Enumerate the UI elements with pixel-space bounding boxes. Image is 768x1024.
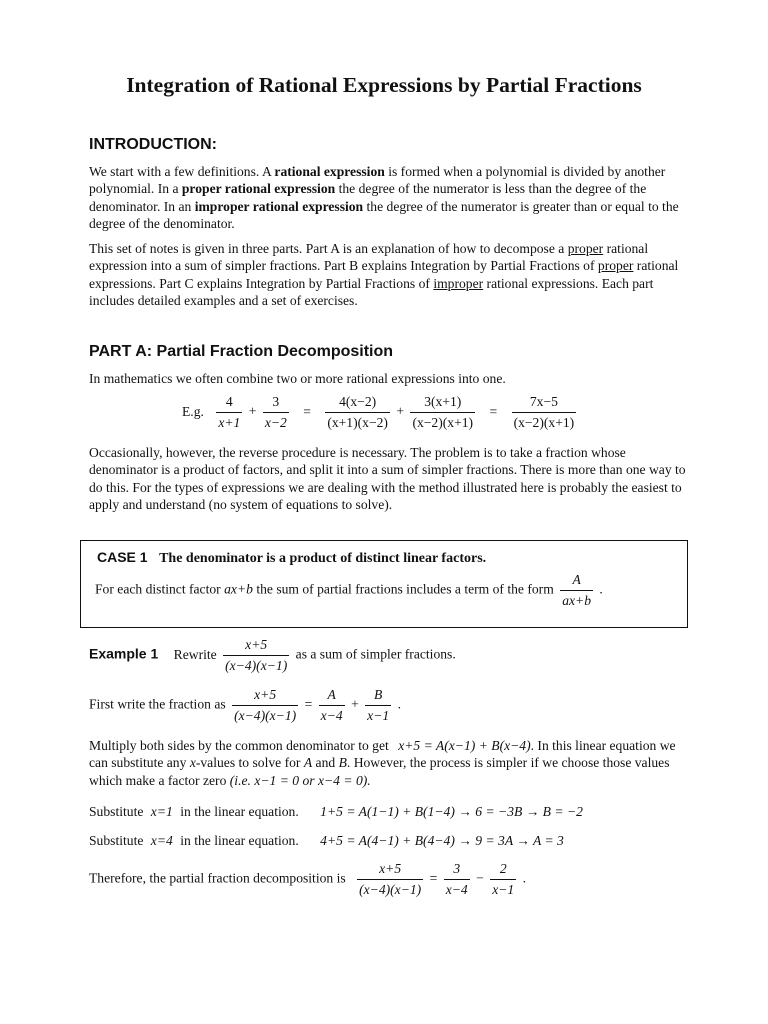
text: Substitute [89, 833, 144, 848]
text: rational expression into a sum of simpler fractions. Part B explains Integration by Partial Fractions of [89, 241, 649, 274]
equals-sign: = [489, 403, 498, 419]
multiply-paragraph [89, 737, 689, 789]
case-1-description [95, 571, 603, 610]
case-1-heading [97, 549, 486, 567]
plus-sign: + [248, 403, 257, 419]
fraction: $\frac{x+5}{(x-4)(x-1)}$ [359, 861, 422, 897]
term-rational-expression: rational expression [274, 164, 385, 179]
text: as a sum of simpler fractions. [295, 646, 456, 662]
x-value: x=4 [150, 833, 173, 848]
text: in the linear equation. [180, 804, 299, 819]
fraction: $\frac{7x-5}{(x-2)(x+1)}$ [513, 394, 575, 430]
case-1-box [80, 540, 688, 628]
part-a-heading: PART A: Partial Fraction Decomposition [89, 343, 394, 360]
case-title: The denominator is a product of distinct linear factors. [159, 551, 487, 566]
eg-label: E.g. [182, 403, 204, 419]
factor: ax+b [224, 581, 253, 597]
plus-sign: + [351, 696, 359, 712]
final-decomposition [89, 860, 526, 899]
text: Rewrite [173, 646, 217, 662]
period: . [397, 696, 401, 712]
equals-sign: = [429, 870, 438, 886]
text: -values to solve for [195, 755, 304, 771]
underlined-improper: improper [433, 275, 484, 291]
example-label: Example 1 [89, 645, 159, 662]
text: This set of notes is given in three parts. Part A is an explanation of how to decompose a [89, 241, 568, 256]
term-proper-rational-expression: proper rational expression [181, 181, 336, 197]
example-combination-equation [182, 393, 579, 432]
text: the sum of partial fractions includes a term of the form [252, 581, 558, 597]
fraction: $\frac{B}{x-1}$ [367, 687, 390, 723]
text: . However, the process is simpler if we choose those values which make a factor zero [89, 755, 670, 788]
text: Multiply both sides by the common denominator to get [89, 738, 389, 753]
fraction: $\frac{x+5}{(x-4)(x-1)}$ [234, 687, 297, 723]
period: . [522, 870, 527, 886]
fraction: $\frac{3(x+1)}{(x-2)(x+1)}$ [412, 394, 474, 430]
example-1-statement [89, 636, 456, 675]
text: the degree of the numerator is less than the degree of the denominator. In an [89, 181, 647, 214]
fraction: $\frac{x+5}{(x-4)(x-1)}$ [225, 637, 288, 673]
substitute-x1-line [89, 804, 583, 820]
first-write-equation [89, 686, 401, 725]
fraction: $\frac{A}{ax+b}$ [562, 572, 591, 608]
text: First write the fraction as [89, 696, 226, 712]
period: . [599, 581, 603, 597]
text: Substitute [89, 804, 144, 819]
text: and [312, 755, 339, 771]
text: the degree of the numerator is greater than or equal to the degree of the denominator. [89, 198, 679, 232]
equals-sign: = [303, 403, 311, 419]
introduction-heading: INTRODUCTION: [89, 136, 217, 153]
text: . In this linear equation we can substitute any [89, 738, 676, 771]
fraction: $\frac{A}{x-4}$ [320, 687, 343, 723]
plus-sign: + [396, 403, 405, 419]
fraction: $\frac{2}{x-1}$ [492, 861, 515, 897]
text: in the linear equation. [180, 833, 299, 848]
page-title: Integration of Rational Expressions by Partial Fractions [126, 73, 642, 97]
x-value: x=1 [150, 804, 173, 819]
equals-sign: = [304, 696, 313, 712]
text: We start with a few definitions. A [89, 164, 275, 179]
text: rational expressions. Part C explains Integration by Partial Fractions of [89, 258, 679, 291]
part-a-intro: In mathematics we often combine two or more rational expressions into one. [89, 371, 506, 386]
variable-x: x [189, 755, 196, 771]
fraction: $\frac{4}{x+1}$ [218, 394, 241, 430]
term-improper-rational-expression: improper rational expression [194, 198, 364, 214]
part-a-paragraph-2: Occasionally, however, the reverse procedure is necessary. The problem is to take a fraction whose denominator is a product of factors, and split it into a sum of simpler fractions. There is more than one way to do this. For the types of expressions we are dealing with the method illustrated here is probably the easiest to apply and understand (no system of equations to solve). [89, 445, 686, 513]
text: For each distinct factor [95, 581, 225, 597]
text: Therefore, the partial fraction decomposition is [89, 870, 346, 886]
minus-sign: − [476, 870, 484, 886]
ie-note: (i.e. x−1 = 0 or x−4 = 0). [229, 772, 371, 788]
substitution-result: 1+5 = A(1−1) + B(1−4) → 6 = −3B → B = −2 [320, 804, 583, 819]
text: rational expressions. Each part includes detailed examples and a set of exercises. [89, 275, 654, 309]
fraction: $\frac{3}{x-2}$ [264, 394, 287, 430]
text: is formed when a polynomial is divided by another polynomial. In a [89, 164, 666, 197]
underlined-proper: proper [597, 258, 634, 274]
substitution-result: 4+5 = A(4−1) + B(4−4) → 9 = 3A → A = 3 [320, 833, 564, 848]
variable-b: B [338, 755, 347, 771]
case-label: CASE 1 [97, 549, 148, 565]
fraction: $\frac{3}{x-4}$ [445, 861, 468, 897]
linear-equation: x+5 = A(x−1) + B(x−4) [398, 738, 531, 753]
fraction: $\frac{4(x-2)}{(x+1)(x-2)}$ [327, 394, 388, 430]
variable-a: A [303, 755, 313, 771]
intro-paragraph-1 [89, 163, 689, 233]
underlined-proper: proper [567, 241, 604, 256]
intro-paragraph-2 [89, 240, 689, 310]
substitute-x4-line [89, 833, 564, 849]
